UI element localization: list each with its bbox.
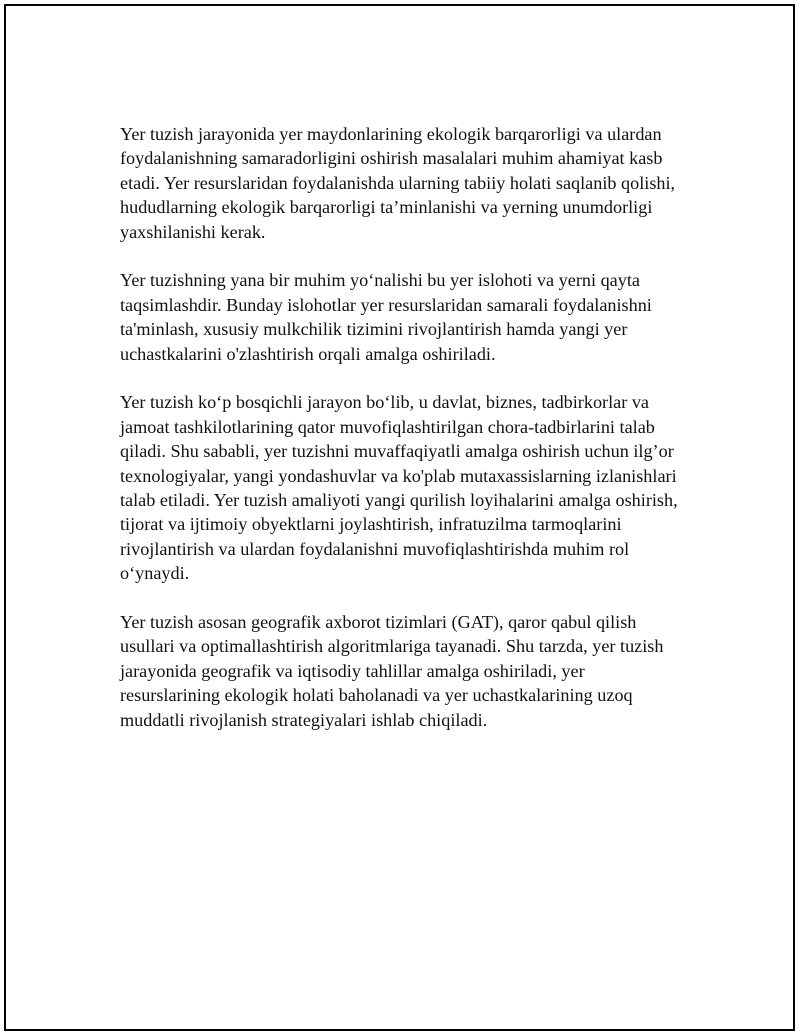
text-line: foydalanishning samaradorligini oshirish masalalari muhim ahamiyat kasb — [120, 148, 663, 169]
text-line: rivojlantirish va ulardan foydalanishni muvofiqlashtirishda muhim rol — [120, 538, 630, 559]
paragraph-3 — [120, 390, 710, 585]
paragraph-1 — [120, 122, 710, 244]
text-line: jarayonida geografik va iqtisodiy tahlillar amalga oshiriladi, yer — [120, 660, 585, 681]
document-body — [120, 122, 710, 757]
text-line: yaxshilanishi kerak. — [120, 221, 266, 242]
text-line: taqsimlashdir. Bunday islohotlar yer resurslaridan samarali foydalanishni — [120, 294, 652, 315]
text-line: texnologiyalar, yangi yondashuvlar va ko'plab mutaxassislarning izlanishlari — [120, 465, 677, 486]
text-line: qiladi. Shu sababli, yer tuzishni muvaffaqiyatli amalga oshirish uchun ilg’or — [120, 441, 674, 462]
text-line: etadi. Yer resurslaridan foydalanishda ularning tabiiy holati saqlanib qolishi, — [120, 172, 676, 193]
paragraph-4 — [120, 610, 710, 732]
text-line: usullari va optimallashtirish algoritmlariga tayanadi. Shu tarzda, yer tuzish — [120, 636, 664, 657]
paragraph-2 — [120, 268, 710, 366]
text-line: jamoat tashkilotlarining qator muvofiqlashtirilgan chora-tadbirlarini talab — [120, 416, 655, 437]
text-line: tijorat va ijtimoiy obyektlarni joylashtirish, infratuzilma tarmoqlarini — [120, 514, 622, 535]
page-frame — [4, 4, 795, 1031]
text-line: talab etiladi. Yer tuzish amaliyoti yangi qurilish loyihalarini amalga oshirish, — [120, 490, 678, 511]
text-line: o‘ynaydi. — [120, 563, 190, 584]
text-line: muddatli rivojlanish strategiyalari ishlab chiqiladi. — [120, 709, 488, 730]
text-line: Yer tuzish jarayonida yer maydonlarining ekologik barqarorligi va ulardan — [120, 124, 662, 144]
text-line: Yer tuzish asosan geografik axborot tizimlari (GAT), qaror qabul qilish — [120, 612, 637, 633]
text-line: resurslarining ekologik holati baholanadi va yer uchastkalarining uzoq — [120, 685, 633, 706]
text-line: Yer tuzishning yana bir muhim yo‘nalishi bu yer islohoti va yerni qayta — [120, 270, 640, 291]
text-line: Yer tuzish ko‘p bosqichli jarayon bo‘lib, u davlat, biznes, tadbirkorlar va — [120, 392, 650, 413]
text-line: uchastkalarini o'zlashtirish orqali amalga oshiriladi. — [120, 343, 496, 364]
text-line: hududlarning ekologik barqarorligi ta’minlanishi va yerning unumdorligi — [120, 197, 653, 218]
text-line: ta'minlash, xususiy mulkchilik tizimini rivojlantirish hamda yangi yer — [120, 319, 628, 340]
